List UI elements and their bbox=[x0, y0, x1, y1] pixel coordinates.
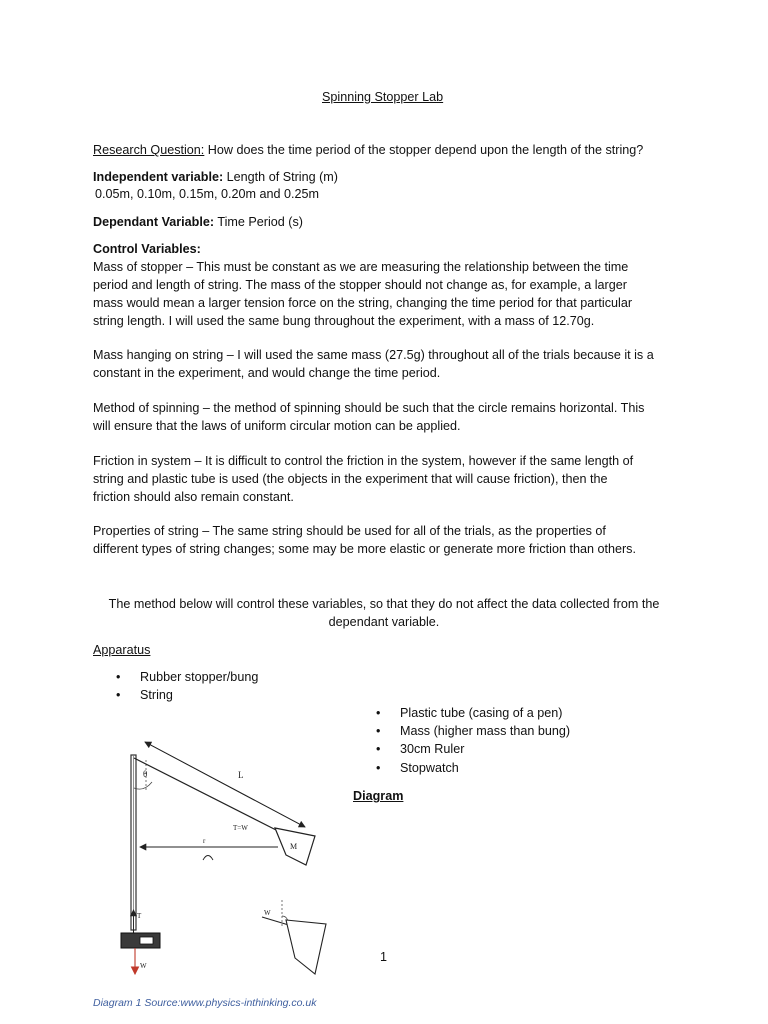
method-note-line-2: dependant variable. bbox=[328, 615, 440, 629]
dependant-variable-text: Time Period (s) bbox=[214, 215, 303, 229]
bullet-icon: • bbox=[376, 761, 381, 775]
rotation-icon bbox=[203, 856, 213, 861]
theta-label: θ bbox=[143, 769, 148, 779]
length-label: L bbox=[238, 770, 244, 780]
control-mass-stopper-line-2: period and length of string. The mass of the stopper should not change as, for example, a larger bbox=[93, 278, 627, 292]
inset-weight-label: W bbox=[264, 909, 271, 917]
page-number: 1 bbox=[380, 950, 388, 964]
control-string-line-1: Properties of string – The same string should be used for all of the trials, as the properties of bbox=[93, 524, 606, 538]
radius-label: r bbox=[203, 837, 206, 845]
independent-variable-text: Length of String (m) bbox=[223, 170, 338, 184]
document-page: Spinning Stopper Lab Research Question: How does the time period of the stopper depend upon the length of the string? Independent variable: Length of String (m) 0.05m, 0.10m, 0.15m, 0.20m and 0.25m Dependant Variable: Time Period (s) Control Variables: Mass of stopper – This must be constant as we are measuring the relationship between the time period and length of string. The mass of the stopper should not change as, for example, a larger mass would mean a larger tension force on the string, changing the time period for that particular string length. I will used the same bung throughout the experiment, with a mass of 12.70g. Mass hanging on string – I will used the same mass (27.5g) throughout all of the trials because it is a constant in the experiment, and would change the time period. Method of spinning – the method of spinning should be such that the circle remains horizontal. This will ensure that the laws of uniform circular motion can be applied. Friction in system – It is difficult to control the friction in the system, however if the same length of string and plastic tube is used (the objects in the experiment that will cause friction), then the friction should also remain constant. Properties of string – The same string should be used for all of the trials, as the properties of different types of string changes; some may be more elastic or generate more friction than others. The method below will control these variables, so that they do not affect the data collected from the dependant variable. Apparatus • Rubber stopper/bung • String • Plastic tube (casing of a pen) • Mass (higher mass than bung) • 30cm Ruler • Stopwatch Diagram θ L T=W M r T W W 1 Diagram 1 Source:www.physics-inthinking.co.uk bbox=[0, 0, 768, 1024]
bullet-icon: • bbox=[116, 670, 121, 684]
independent-values: 0.05m, 0.10m, 0.15m, 0.20m and 0.25m bbox=[95, 187, 320, 201]
apparatus-heading: Apparatus bbox=[93, 643, 151, 657]
control-mass-stopper-line-1: Mass of stopper – This must be constant as we are measuring the relationship between the time bbox=[93, 260, 629, 274]
string-line bbox=[134, 758, 280, 832]
research-question bbox=[93, 141, 643, 159]
dependant-variable bbox=[93, 213, 303, 231]
page-title: Spinning Stopper Lab bbox=[322, 90, 444, 104]
bullet-icon: • bbox=[376, 706, 381, 720]
dependant-variable-label: Dependant Variable: bbox=[93, 215, 215, 229]
research-question-label: Research Question: bbox=[93, 143, 205, 157]
method-note-line-1: The method below will control these variables, so that they do not affect the data collected from the bbox=[108, 597, 660, 611]
control-mass-stopper-line-4: string length. I will used the same bung throughout the experiment, with a mass of 12.70g. bbox=[93, 314, 595, 328]
control-friction-line-1: Friction in system – It is difficult to control the friction in the system, however if the same length of bbox=[93, 454, 634, 468]
control-hanging-mass-line-1: Mass hanging on string – I will used the same mass (27.5g) throughout all of the trials because it is a bbox=[93, 348, 654, 362]
bullet-icon: • bbox=[376, 724, 381, 738]
bullet-icon: • bbox=[116, 688, 121, 702]
independent-variable-label: Independent variable: bbox=[93, 170, 224, 184]
diagram-heading: Diagram bbox=[353, 789, 404, 803]
control-spinning-line-2: will ensure that the laws of uniform circular motion can be applied. bbox=[93, 419, 461, 433]
control-hanging-mass-line-2: constant in the experiment, and would change the time period. bbox=[93, 366, 441, 380]
spinning-stopper-diagram bbox=[100, 730, 340, 980]
control-spinning-line-1: Method of spinning – the method of spinning should be such that the circle remains horizontal. This bbox=[93, 401, 645, 415]
control-string-line-2: different types of string changes; some may be more elastic or generate more friction than others. bbox=[93, 542, 636, 556]
research-question-text: How does the time period of the stopper depend upon the length of the string? bbox=[204, 143, 644, 157]
tension-label: T=W bbox=[233, 824, 248, 832]
control-friction-line-3: friction should also remain constant. bbox=[93, 490, 294, 504]
tension-t-label: T bbox=[137, 912, 142, 920]
mass-label: M bbox=[290, 842, 298, 851]
control-variables-heading: Control Variables: bbox=[93, 242, 201, 256]
control-friction-line-2: string and plastic tube is used (the objects in the experiment that will cause friction), then the bbox=[93, 472, 608, 486]
inset-stopper-shape bbox=[286, 920, 326, 974]
diagram-source: Diagram 1 Source:www.physics-inthinking.co.uk bbox=[93, 997, 317, 1009]
independent-variable bbox=[93, 168, 338, 186]
bullet-icon: • bbox=[376, 742, 381, 756]
weight-label: W bbox=[140, 962, 147, 970]
control-mass-stopper-line-3: mass would mean a larger tension force on the string, changing the time period for that particular bbox=[93, 296, 633, 310]
